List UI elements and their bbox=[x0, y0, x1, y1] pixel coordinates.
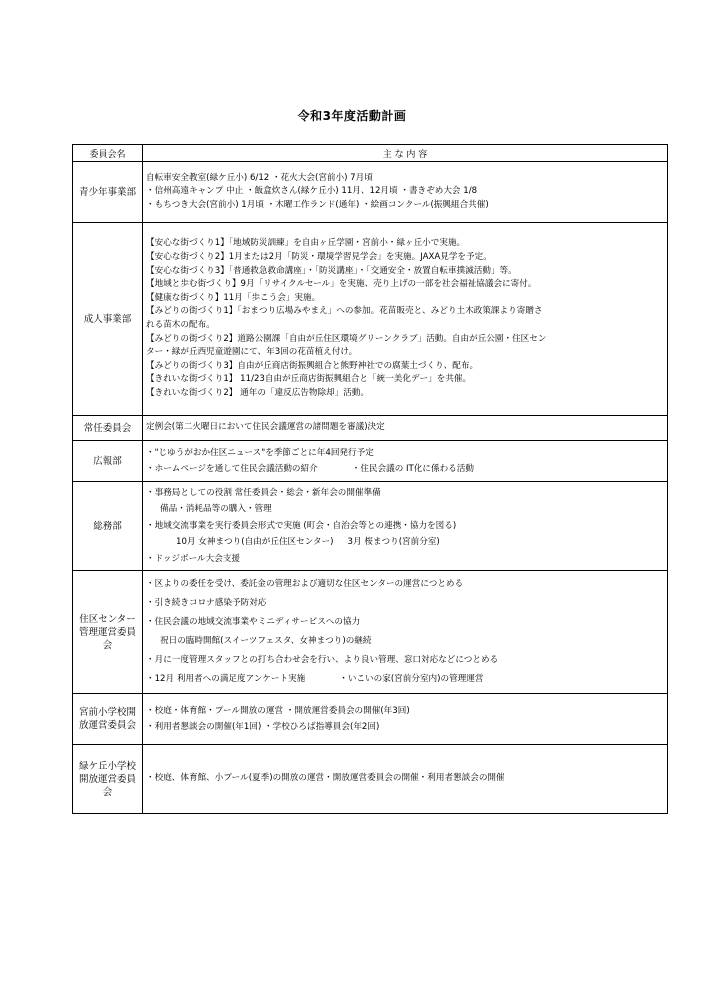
committee-name: 宮前小学校開放運営委員会 bbox=[73, 694, 143, 745]
committee-content bbox=[143, 223, 668, 416]
content-line: れる苗木の配布。 bbox=[146, 320, 215, 330]
content-line: 【きれいな街づくり1】 11/23自由が丘商店街振興組合と「統一美化デー」を共催。 bbox=[146, 374, 472, 385]
content-line: 祝日の臨時開館(スイーツフェスタ、女神まつり)の継続 bbox=[160, 636, 372, 646]
content-line: ・地域交流事業を実行委員会形式で実施 (町会・自治会等との連携・協力を図る) bbox=[146, 520, 457, 531]
committee-name: 広報部 bbox=[73, 441, 143, 482]
committee-content bbox=[143, 441, 668, 482]
content-line: ・ドッジボール大会支援 bbox=[146, 553, 241, 564]
header-committee-name: 委員会名 bbox=[73, 145, 143, 162]
content-line: 【安心な街づくり3】「普通救急救命講座」・「防災講座」・「交通安全・放置自転車撲滅活動」等。 bbox=[146, 265, 517, 276]
content-line: ・住民会議の地域交流事業やミニディサービスへの協力 bbox=[146, 617, 361, 627]
content-line-part: ・住民会議の IT化に係わる活動 bbox=[351, 464, 474, 474]
content-line: 【きれいな街づくり2】 通年の「違反広告物除却」活動。 bbox=[146, 387, 370, 398]
content-line: ・利用者懇談会の開催(年1回) ・学校ひろば指導員会(年2回) bbox=[146, 722, 380, 732]
committee-name: 青少年事業部 bbox=[73, 162, 143, 223]
table-row bbox=[73, 416, 668, 441]
content-line-part: ・いこいの家(宮前分室内)の管理運営 bbox=[339, 674, 484, 684]
content-line: ・事務局としての役割 常任委員会・総会・新年会の開催準備 bbox=[146, 487, 381, 498]
content-line-part: 3月 桜まつり(宮前分室) bbox=[347, 537, 440, 548]
content-line: 【地域と歩む街づくり】9月「リサイクルセール」を実施、売り上げの一部を社会福祉協議会に寄付。 bbox=[146, 279, 537, 290]
content-line: 定例会(第二火曜日において住民会議運営の諸問題を審議)決定 bbox=[146, 422, 385, 433]
page-title: 令和3年度活動計画 bbox=[297, 109, 407, 123]
content-line: 自転車安全教室(緑ケ丘小) 6/12 ・花火大会(宮前小) 7月頃 bbox=[146, 172, 373, 183]
committee-content bbox=[143, 571, 668, 694]
content-line-part: ・ホームページを通して住民会議活動の紹介 bbox=[146, 464, 318, 474]
table-row bbox=[73, 162, 668, 223]
content-line: ・信州高遠キャンプ 中止 ・飯盒炊さん(緑ケ丘小) 11月、12月頃 ・書きぞめ大会 1/8 bbox=[146, 186, 478, 197]
committee-content bbox=[143, 745, 668, 814]
committee-name: 住区センター管理運営委員会 bbox=[73, 571, 143, 694]
content-line: 【安心な街づくり2】1月または2月「防災・環境学習見学会」を実施。JAXA見学を予定。 bbox=[146, 252, 492, 263]
content-line: 【みどりの街づくり1】「おまつり広場みやまえ」への参加。花苗販売と、みどり土木政策課より寄贈さ bbox=[146, 306, 543, 317]
content-line: ・校庭、体育館、小プール(夏季)の開放の運営・開放運営委員会の開催・利用者懇談会の開催 bbox=[146, 773, 505, 784]
table-row bbox=[73, 223, 668, 416]
content-line: ・引き続きコロナ感染予防対応 bbox=[146, 598, 267, 608]
committee-name: 成人事業部 bbox=[73, 223, 143, 416]
content-line: 【みどりの街づくり2】道路公園課「自由が丘住区環境グリーンクラブ」活動。自由が丘公園・住区セン bbox=[146, 333, 547, 344]
content-line bbox=[146, 670, 664, 689]
table-header-row bbox=[73, 145, 668, 162]
table-row bbox=[73, 482, 668, 571]
committee-content bbox=[143, 694, 668, 745]
content-line: ・月に一度管理スタッフとの打ち合わせ会を行い、より良い管理、窓口対応などにつとめる bbox=[146, 655, 499, 665]
table-row bbox=[73, 571, 668, 694]
content-line: ・区よりの委任を受け、委託金の管理および適切な住区センターの運営につとめる bbox=[146, 579, 464, 589]
committee-name: 常任委員会 bbox=[73, 416, 143, 441]
header-main-content: 主 な 内 容 bbox=[143, 145, 668, 162]
committee-content bbox=[143, 482, 668, 571]
activity-plan-table bbox=[72, 144, 668, 814]
committee-content bbox=[143, 162, 668, 223]
content-line: 【安心な街づくり1】「地域防災訓練」を自由ヶ丘学園・宮前小・緑ヶ丘小で実施。 bbox=[146, 238, 466, 249]
content-line bbox=[146, 461, 664, 478]
content-line bbox=[146, 534, 664, 551]
committee-name: 緑ケ丘小学校開放運営委員会 bbox=[73, 745, 143, 814]
table-row bbox=[73, 441, 668, 482]
content-line: ター・緑が丘西児童遊園にて、年3回の花苗植え付け。 bbox=[146, 347, 358, 358]
content-line: 備品・消耗品等の購入・管理 bbox=[160, 504, 272, 515]
table-row bbox=[73, 745, 668, 814]
content-line: ・もちつき大会(宮前小) 1月頃 ・木曜工作ランド(通年) ・絵画コンクール(振興組合共催) bbox=[146, 199, 489, 210]
content-line-part: ・12月 利用者への満足度アンケート実施 bbox=[146, 674, 306, 684]
committee-content bbox=[143, 416, 668, 441]
committee-name: 総務部 bbox=[73, 482, 143, 571]
content-line: 【健康な街づくり】11月「歩こう会」実施。 bbox=[146, 292, 321, 303]
content-line: ・"じゆうがおか住区ニュース"を季節ごとに年4回発行予定 bbox=[146, 447, 374, 458]
content-line: 【みどりの街づくり3】自由が丘商店街振興組合と熊野神社での腐葉土づくり、配布。 bbox=[146, 360, 479, 371]
content-line-part: 10月 女神まつり(自由が丘住区センター) bbox=[176, 537, 334, 548]
content-line: ・校庭・体育館・プール開放の運営 ・開放運営委員会の開催(年3回) bbox=[146, 705, 410, 716]
table-row bbox=[73, 694, 668, 745]
